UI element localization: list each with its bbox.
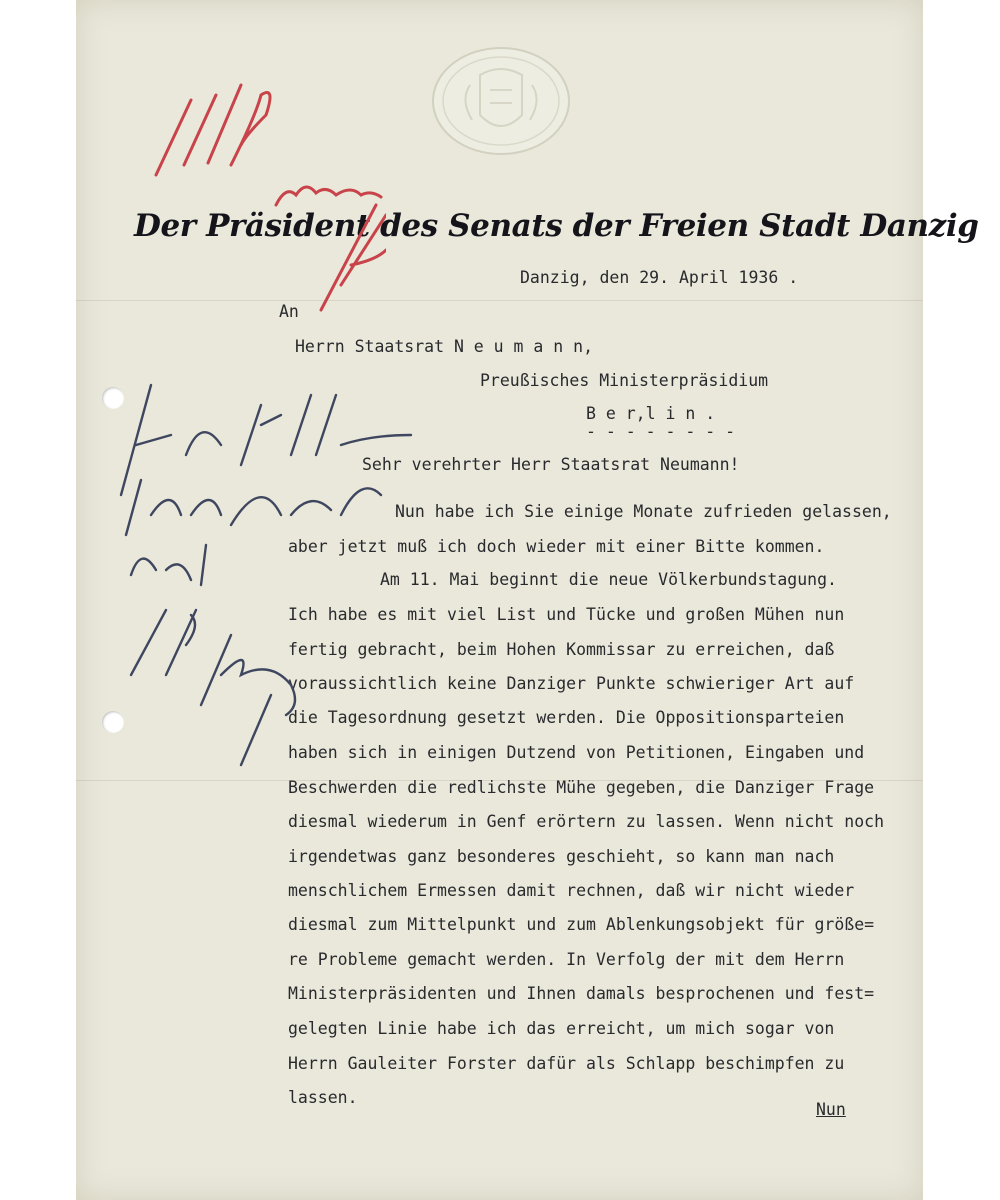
body-line: diesmal wiederum in Genf erörtern zu lassen. Wenn nicht noch — [288, 812, 885, 831]
body-line: Herrn Gauleiter Forster dafür als Schlapp beschimpfen zu — [288, 1054, 845, 1073]
address-city: B e r,l i n . — [586, 404, 716, 423]
address-office: Preußisches Ministerpräsidium — [480, 371, 769, 390]
body-line: die Tagesordnung gesetzt werden. Die Oppositionsparteien — [288, 708, 845, 727]
date-line: Danzig, den 29. April 1936 . — [520, 268, 799, 287]
catchword: Nun — [816, 1100, 846, 1119]
body-line: Am 11. Mai beginnt die neue Völkerbundstagung. — [380, 570, 837, 589]
body-line: lassen. — [288, 1088, 358, 1107]
body-line: re Probleme gemacht werden. In Verfolg der mit dem Herrn — [288, 950, 845, 969]
body-line: haben sich in einigen Dutzend von Petitionen, Eingaben und — [288, 743, 865, 762]
body-line: Beschwerden die redlichste Mühe gegeben, die Danziger Frage — [288, 778, 875, 797]
body-line: voraussichtlich keine Danziger Punkte schwieriger Art auf — [288, 674, 855, 693]
salutation: Sehr verehrter Herr Staatsrat Neumann! — [362, 455, 740, 474]
body-line: aber jetzt muß ich doch wieder mit einer Bitte kommen. — [288, 537, 825, 556]
body-line: irgendetwas ganz besonderes geschieht, so kann man nach — [288, 847, 835, 866]
body-line: fertig gebracht, beim Hohen Kommissar zu erreichen, daß — [288, 640, 835, 659]
letter-page — [76, 0, 979, 1200]
address-underline: - - - - - - - - — [586, 422, 736, 441]
pencil-annotation — [111, 375, 431, 785]
red-pencil-annotation — [146, 45, 386, 315]
address-to: An — [279, 302, 299, 321]
body-line: Nun habe ich Sie einige Monate zufrieden gelassen, — [395, 502, 892, 521]
letterhead: Der Präsident des Senats der Freien Stadt Danzig — [134, 208, 979, 244]
body-line: Ministerpräsidenten und Ihnen damals besprochenen und fest= — [288, 984, 875, 1003]
address-name: Herrn Staatsrat N e u m a n n, — [295, 337, 594, 356]
body-line: gelegten Linie habe ich das erreicht, um mich sogar von — [288, 1019, 835, 1038]
body-line: diesmal zum Mittelpunkt und zum Ablenkungsobjekt für größe= — [288, 915, 875, 934]
embossed-seal-icon — [430, 45, 572, 157]
body-line: Ich habe es mit viel List und Tücke und großen Mühen nun — [288, 605, 845, 624]
body-line: menschlichem Ermessen damit rechnen, daß wir nicht wieder — [288, 881, 855, 900]
